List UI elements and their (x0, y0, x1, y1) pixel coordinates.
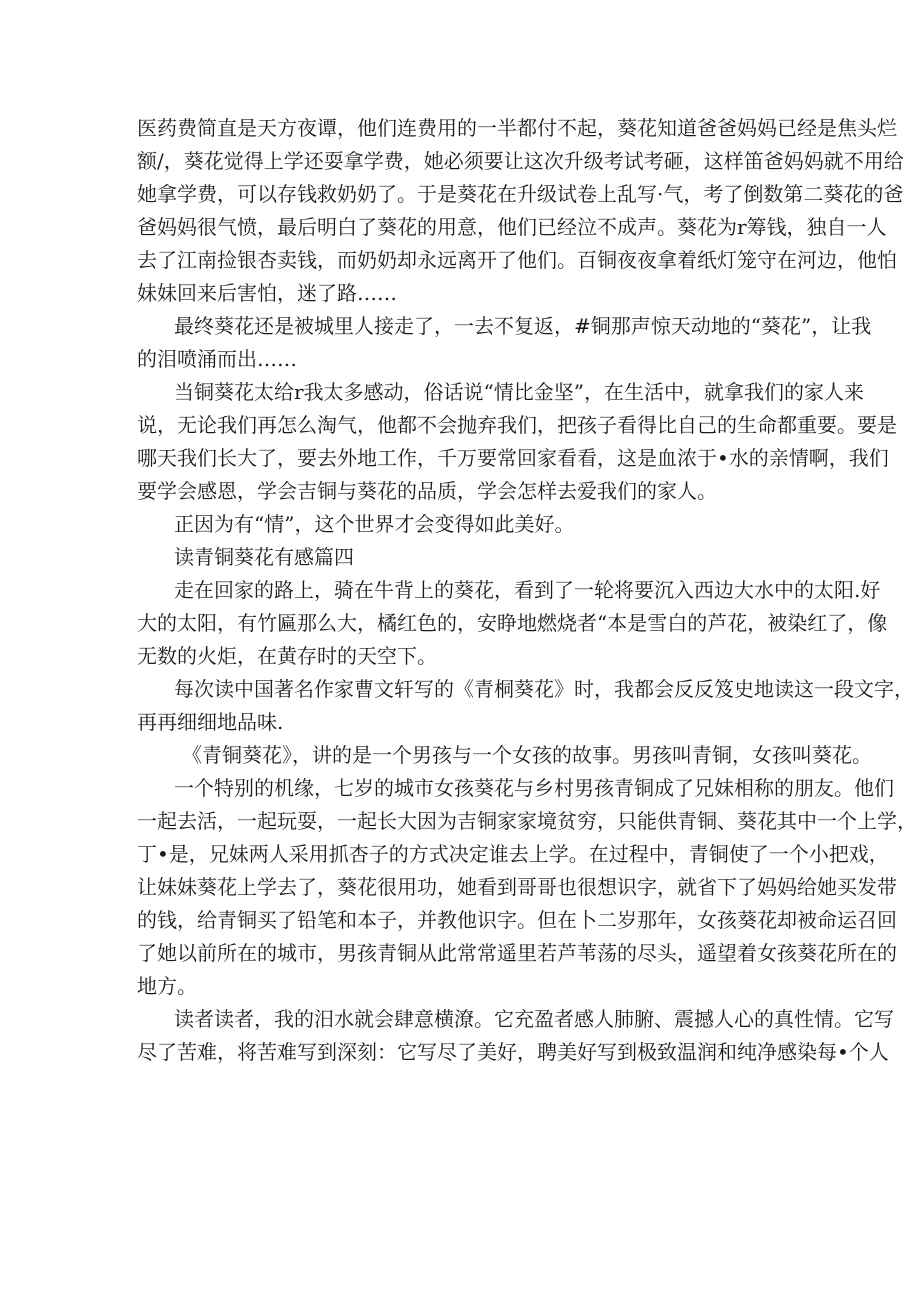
paragraph (137, 310, 872, 376)
text-line: 一起去活，一起玩耍，一起长大因为吉铜家家境贫穷，只能供青铜、葵花其中一个上学， (137, 809, 917, 833)
text-line: 《青铜葵花》，讲的是一个男孩与一个女孩的故事。男孩叫青铜，女孩叫葵花。 (182, 743, 872, 767)
text-line: 当铜葵花太给r我太多感动，俗话说“情比金坚”，在生活中，就拿我们的家人来 (174, 380, 865, 404)
text-line: 丁•是，兄妹两人采用抓杏子的方式决定谁去上学。在过程中，青铜使了一个小把戏， (137, 842, 889, 866)
paragraph (137, 574, 888, 673)
text-line: 要学会感恩，学会吉铜与葵花的品质，学会怎样去爱我们的家人。 (137, 479, 717, 503)
text-line: 读者读者，我的汨水就会肆意横潦。它充盈者感人肺腑、震撼人心的真性情。它写 (174, 1007, 894, 1031)
text-line: 无数的火炬，在黄存时的天空下。 (137, 644, 437, 668)
text-line: 最终葵花还是被城里人接走了，一去不复返，#铜那声惊天动地的“葵花”，让我 (174, 314, 872, 338)
paragraph (137, 541, 777, 574)
text-line: 去了江南捡银杏卖钱，而奶奶却永远离开了他们。百铜夜夜拿着纸灯笼守在河边，他怕 (137, 248, 897, 272)
text-line: 地方。 (137, 974, 197, 998)
text-line: 她拿学费，可以存钱救奶奶了。于是葵花在升级试卷上乱写·气，考了倒数第二葵花的爸 (137, 182, 904, 206)
text-line: 了她以前所在的城市，男孩青铜从此常常遥里若芦苇荡的尽头，遥望着女孩葵花所在的 (137, 941, 897, 965)
paragraph (137, 1003, 894, 1069)
text-line: 的泪喷涌而出…… (137, 347, 297, 371)
paragraph (137, 772, 917, 1003)
text-line: 大的太阳，有竹匾那么大，橘红色的，安睁地燃烧者“本是雪白的芦花，被染红了，像 (137, 611, 888, 635)
text-line: 读青铜葵花有感篇四 (174, 545, 354, 569)
paragraph (137, 376, 897, 508)
document-page (137, 112, 917, 1069)
paragraph (137, 739, 872, 772)
text-line: 医药费简直是天方夜谭，他们连费用的一半都付不起，葵花知道爸爸妈妈已经是焦头烂 (137, 116, 897, 140)
text-line: 哪天我们长大了，要去外地工作，千万要常回家看看，这是血浓于•水的亲情啊，我们 (137, 446, 889, 470)
paragraph (137, 112, 904, 310)
text-line: 让妹妹葵花上学去了，葵花很用功，她看到哥哥也很想识字，就省下了妈妈给她买发带 (137, 875, 897, 899)
text-line: 说，无论我们再怎么淘气，他都不会抛弃我们，把孩子看得比自己的生命都重要。要是 (137, 413, 897, 437)
text-line: 妹妹回来后害怕，迷了路…… (137, 281, 397, 305)
text-line: 的钱，给青铜买了铅笔和本子，并教他识字。但在卜二岁那年，女孩葵花却被命运召回 (137, 908, 897, 932)
text-line: 再再细细地品味. (137, 710, 284, 734)
text-line: 尽了苦难，将苦难写到深刻：它写尽了美好，聘美好写到极致温润和纯净感染每•个人 (137, 1040, 889, 1064)
text-line: 额/，葵花觉得上学还耍拿学费，她必须要让这次升级考试考砸，这样笛爸妈妈就不用给 (137, 149, 904, 173)
paragraph (137, 508, 777, 541)
text-line: 每次读中国著名作家曹文轩写的《青桐葵花》时，我都会反反笈史地读这一段文字， (174, 677, 914, 701)
text-line: 爸妈妈很气愤，最后明白了葵花的用意，他们已经泣不成声。葵花为r筹钱，独自一人 (137, 215, 887, 239)
paragraph (137, 673, 914, 739)
text-line: 走在回家的路上，骑在牛背上的葵花，看到了一轮将要沉入西边大水中的太阳.好 (174, 578, 881, 602)
text-line: 一个特别的机缘，七岁的城市女孩葵花与乡村男孩青铜成了兄妹相称的朋友。他们 (174, 776, 894, 800)
text-line: 正因为有“情”，这个世界才会变得如此美好。 (174, 512, 575, 536)
